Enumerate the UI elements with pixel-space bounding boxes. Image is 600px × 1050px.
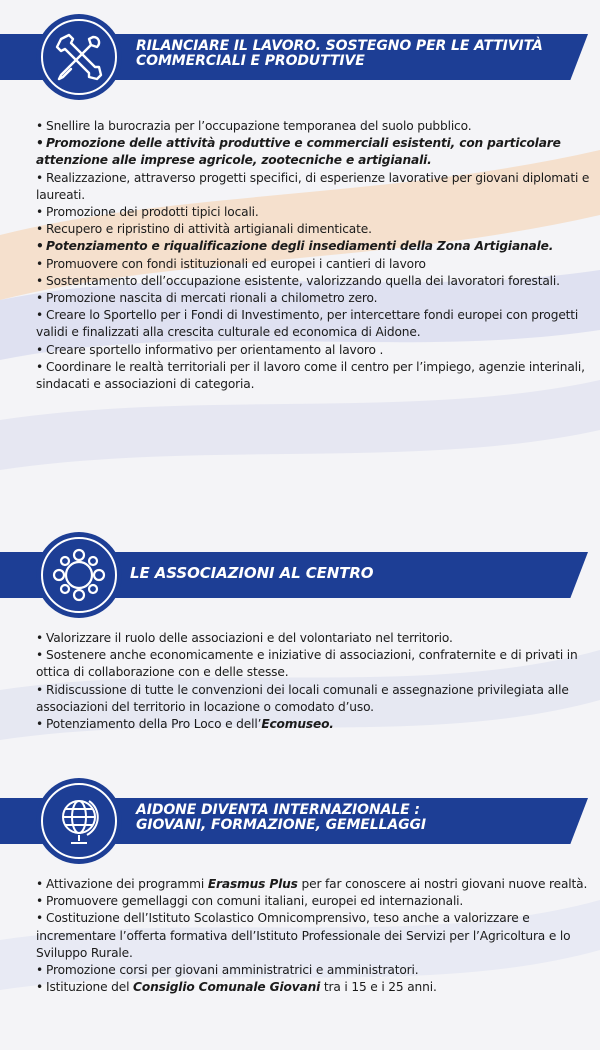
section-title-lavoro [136, 39, 543, 69]
section-title-line: LE ASSOCIAZIONI AL CENTRO [130, 564, 374, 582]
list-item: • Promozione nascita di mercati rionali a chilometro zero. [36, 291, 378, 306]
people-circle-icon [51, 547, 107, 603]
list-internazionale [36, 876, 590, 996]
list-item: • Valorizzare il ruolo delle associazioni e del volontariato nel territorio. [36, 631, 453, 645]
list-item: • Sostentamento dell’occupazione esistente, valorizzando quella dei lavoratori forestali. [36, 273, 560, 288]
section-badge-lavoro [36, 14, 122, 100]
list-item: • Realizzazione, attraverso progetti specifici, di esperienze lavorative per giovani diplomati e laureati. [36, 170, 590, 202]
list-item: • Creare lo Sportello per i Fondi di Investimento, per intercettare fondi europei con progetti validi e finalizzati alla crescita culturale ed economica di Aidone. [36, 308, 579, 340]
list-item: • Coordinare le realtà territoriali per il lavoro come il centro per l’impiego, agenzie interinali, sindacati e associazioni di categoria. [36, 359, 585, 392]
section-title-line: COMMERCIALI E PRODUTTIVE [136, 53, 365, 69]
list-lavoro [36, 118, 590, 393]
section-title-line: GIOVANI, FORMAZIONE, GEMELLAGGI [136, 817, 427, 833]
section-badge-associazioni [36, 532, 122, 618]
list-item: • Snellire la burocrazia per l’occupazione temporanea del suolo pubblico. [36, 119, 472, 133]
globe-icon [51, 793, 107, 849]
list-item: • Istituzione del Consiglio Comunale Giovani tra i 15 e i 25 anni. [36, 980, 437, 995]
list-item: • Promuovere con fondi istituzionali ed europei i cantieri di lavoro [36, 256, 426, 271]
list-item: • Sostenere anche economicamente e iniziative di associazioni, confraternite e di privati in ottica di collaborazione con e delle stesse. [36, 648, 578, 680]
section-title-internazionale [136, 803, 426, 833]
list-item: • Creare sportello informativo per orientamento al lavoro . [36, 342, 384, 357]
list-item: • Potenziamento e riqualificazione degli insediamenti della Zona Artigianale. [36, 239, 554, 254]
list-item: • Recupero e ripristino di attività artigianali dimenticate. [36, 222, 372, 237]
list-item: • Attivazione dei programmi Erasmus Plus per far conoscere ai nostri giovani nuove realtà. [36, 877, 588, 891]
list-item: • Promuovere gemellaggi con comuni italiani, europei ed internazionali. [36, 894, 464, 909]
tools-icon [53, 31, 105, 83]
list-associazioni [36, 630, 590, 733]
list-item: • Promozione corsi per giovani amministratrici e amministratori. [36, 963, 419, 978]
section-badge-internazionale [36, 778, 122, 864]
list-item: • Costituzione dell’Istituto Scolastico Omnicomprensivo, teso anche a valorizzare e incrementare l’offerta formativa dell’Istituto Professionale dei Servizi per l’Agricoltura e lo Sviluppo Rurale. [36, 911, 571, 960]
list-item: • Promozione dei prodotti tipici locali. [36, 205, 259, 220]
section-title-line: RILANCIARE IL LAVORO. SOSTEGNO PER LE ATTIVITÀ [136, 38, 543, 54]
list-item: • Ridiscussione di tutte le convenzioni dei locali comunali e assegnazione privilegiata alle associazioni del territorio in locazione o comodato d’uso. [36, 682, 569, 714]
list-item: • Potenziamento della Pro Loco e dell’Ecomuseo. [36, 717, 334, 732]
section-title-line: AIDONE DIVENTA INTERNAZIONALE : [136, 802, 420, 818]
section-title-associazioni [130, 566, 373, 581]
list-item: • Promozione delle attività produttive e commerciali esistenti, con particolare attenzione alle imprese agricole, zootecniche e artigianali. [36, 136, 561, 168]
